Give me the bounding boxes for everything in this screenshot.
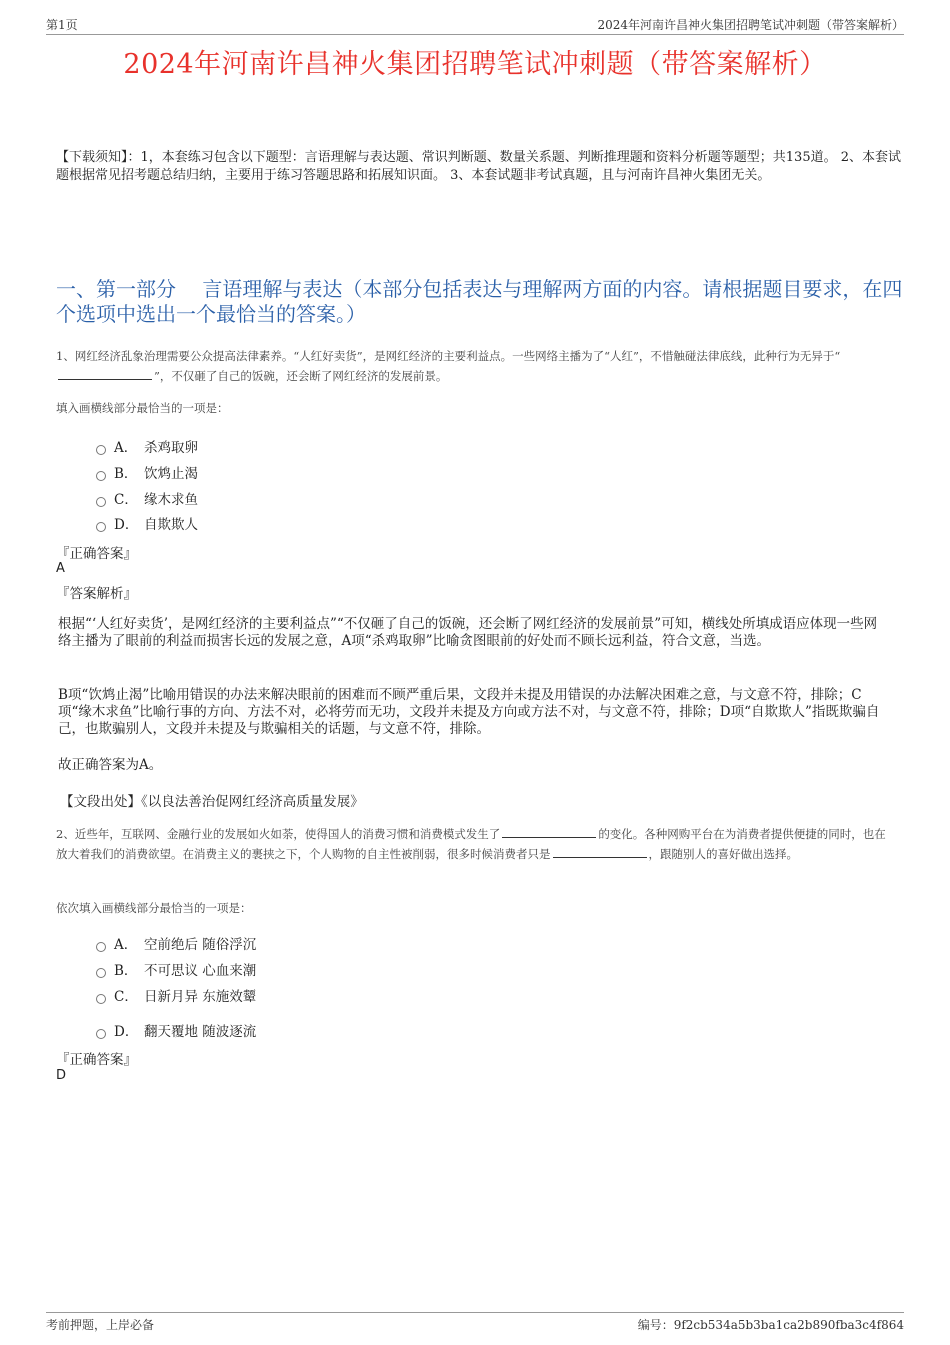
radio-button[interactable] (96, 497, 106, 507)
radio-button[interactable] (96, 994, 106, 1004)
q1-option-b[interactable]: B． 饮鸩止渴 (96, 462, 198, 484)
header-doc-title: 2024年河南许昌神火集团招聘笔试冲刺题（带答案解析） (597, 18, 904, 32)
q1-option-c[interactable]: C． 缘木求鱼 (96, 488, 198, 510)
footer-serial-number: 编号：9f2cb534a5b3ba1ca2b890fba3c4f864 (637, 1318, 904, 1332)
q2-answer-label: 『正确答案』 (56, 1052, 137, 1068)
radio-button[interactable] (96, 968, 106, 978)
q1-analysis-label: 『答案解析』 (56, 586, 137, 602)
page-header (46, 14, 904, 35)
q2-option-b[interactable]: B． 不可思议 心血来潮 (96, 959, 256, 981)
q2-answer: D (56, 1068, 67, 1083)
question-1-text: 1、网红经济乱象治理需要公众提高法律素养。“人红好卖货”，是网红经济的主要利益点。一些网络主播为了“人红”，不惜触碰法律底线，此种行为无异于“”，不仅砸了自己的饭碗，还会断了网红经济的发展前景。 (56, 349, 841, 383)
q1-source: 【文段出处】《以良法善治促网红经济高质量发展》 (60, 794, 364, 810)
q2-option-c[interactable]: C． 日新月异 东施效颦 (96, 985, 256, 1007)
section-heading: 一、第一部分 言语理解与表达（本部分包括表达与理解两方面的内容。请根据题目要求，在四个选项中选出一个最恰当的答案。） (56, 277, 903, 326)
radio-button[interactable] (96, 1029, 106, 1039)
radio-button[interactable] (96, 942, 106, 952)
q2-option-d[interactable]: D． 翻天覆地 随波逐流 (96, 1020, 256, 1042)
q1-option-a[interactable]: A． 杀鸡取卵 (96, 436, 198, 458)
q1-analysis-paragraph: B项“饮鸩止渴”比喻用错误的办法来解决眼前的困难而不顾严重后果，文段并未提及用错误的办法解决困难之意，与文意不符，排除；C项“缘木求鱼”比喻行事的方向、方法不对，必将劳而无功，文段并未提及方向或方法不对，与文意不符，排除；D项“自欺欺人”指既欺骗自己，也欺骗别人，文段并未提及与欺骗相关的话题，与文意不符，排除。 (58, 687, 880, 737)
question-1-prompt: 填入画横线部分最恰当的一项是： (56, 401, 229, 415)
page-number: 第1页 (46, 18, 78, 32)
fill-blank (58, 367, 152, 380)
page-footer (46, 1312, 904, 1332)
radio-button[interactable] (96, 522, 106, 532)
fill-blank (502, 825, 596, 838)
fill-blank (553, 845, 647, 858)
q1-analysis-conclusion: 故正确答案为A。 (58, 757, 163, 773)
q2-option-a[interactable]: A． 空前绝后 随俗浮沉 (96, 933, 256, 955)
q1-option-d[interactable]: D． 自欺欺人 (96, 513, 198, 535)
radio-button[interactable] (96, 471, 106, 481)
question-2-text: 2、近些年，互联网、金融行业的发展如火如荼，使得国人的消费习惯和消费模式发生了 的变化。各种网购平台在为消费者提供便捷的同时，也在放大着我们的消费欲望。在消费主义的裹挟之下，个人购物的自主性被削弱，很多时候消费者只是 ，跟随别人的喜好做出选择。 (56, 827, 886, 861)
footer-slogan: 考前押题，上岸必备 (46, 1318, 155, 1332)
q1-answer: A (56, 561, 65, 576)
radio-button[interactable] (96, 445, 106, 455)
question-2-prompt: 依次填入画横线部分最恰当的一项是： (56, 901, 252, 915)
q1-analysis-paragraph: 根据“‘人红好卖货’，是网红经济的主要利益点”“不仅砸了自己的饭碗，还会断了网红经济的发展前景”可知，横线处所填成语应体现一些网络主播为了眼前的利益而损害长远的发展之意，A项“杀鸡取卵”比喻贪图眼前的好处而不顾长远利益，符合文意，当选。 (58, 616, 878, 649)
download-notice: 【下载须知】：1，本套练习包含以下题型：言语理解与表达题、常识判断题、数量关系题、判断推理题和资料分析题等题型；共135道。 2、本套试题根据常见招考题总结归纳，主要用于练习答题思路和拓展知识面。 3、本套试题非考试真题，且与河南许昌神火集团无关。 (56, 150, 901, 183)
q1-answer-label: 『正确答案』 (56, 546, 137, 562)
document-title: 2024年河南许昌神火集团招聘笔试冲刺题（带答案解析） (123, 49, 827, 80)
